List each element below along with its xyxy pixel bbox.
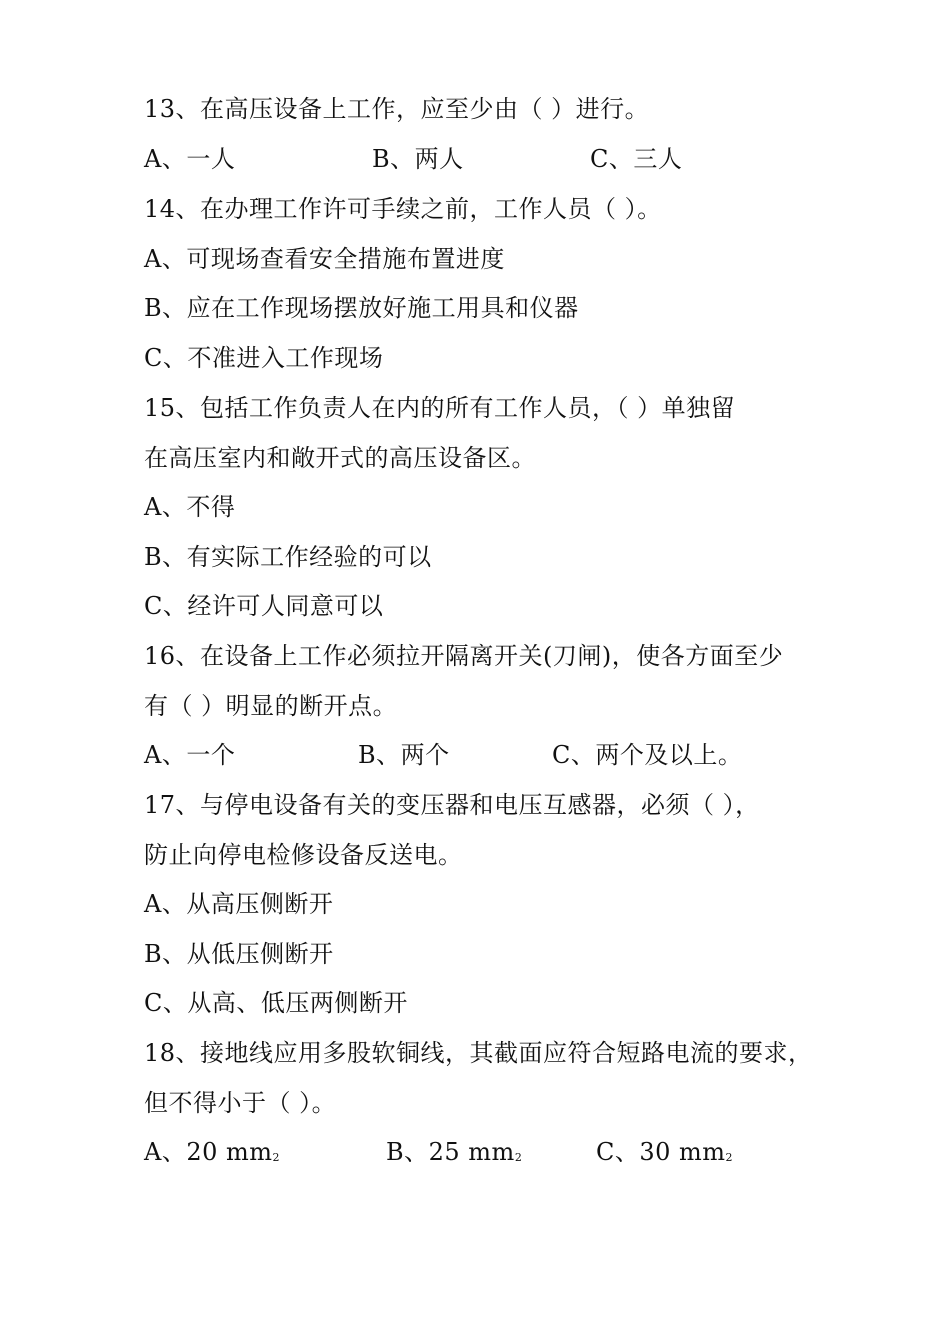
question-18-option-c xyxy=(596,1137,733,1172)
question-17-stem-line2: 防止向停电检修设备反送电。 xyxy=(144,841,463,869)
question-16-option-a: A、一个 xyxy=(144,741,236,769)
question-13-option-b: B、两人 xyxy=(372,145,464,173)
question-14-stem: 14、在办理工作许可手续之前，工作人员（ ）。 xyxy=(144,195,662,223)
question-18-option-a-text: A、20 mm xyxy=(144,1138,273,1166)
question-16-stem-line1: 16、在设备上工作必须拉开隔离开关(刀闸)，使各方面至少 xyxy=(144,642,784,670)
question-16-option-c: C、两个及以上。 xyxy=(552,741,743,769)
question-13-stem: 13、在高压设备上工作，应至少由（ ）进行。 xyxy=(144,95,650,123)
unit-superscript: 2 xyxy=(725,1151,734,1164)
question-16-stem-line2: 有（ ）明显的断开点。 xyxy=(144,692,398,720)
question-14-option-a: A、可现场查看安全措施布置进度 xyxy=(144,245,505,273)
question-14-option-b: B、应在工作现场摆放好施工用具和仪器 xyxy=(144,294,579,322)
question-16-option-b: B、两个 xyxy=(358,741,450,769)
question-15-stem-line1: 15、包括工作负责人在内的所有工作人员，（ ）单独留 xyxy=(144,394,736,422)
question-15-option-c: C、经许可人同意可以 xyxy=(144,592,384,620)
question-13-option-a: A、一人 xyxy=(144,145,236,173)
unit-superscript: 2 xyxy=(272,1151,281,1164)
question-15-option-a: A、不得 xyxy=(144,493,236,521)
unit-superscript: 2 xyxy=(514,1151,523,1164)
question-15-stem-line2: 在高压室内和敞开式的高压设备区。 xyxy=(144,444,536,472)
question-17-option-a: A、从高压侧断开 xyxy=(144,890,334,918)
question-17-stem-line1: 17、与停电设备有关的变压器和电压互感器，必须（ ）， xyxy=(144,791,760,819)
question-18-option-b-text: B、25 mm xyxy=(386,1138,515,1166)
question-13-option-c: C、三人 xyxy=(590,145,683,173)
question-17-option-b: B、从低压侧断开 xyxy=(144,940,334,968)
question-18-stem-line2: 但不得小于（ ）。 xyxy=(144,1089,337,1117)
question-14-option-c: C、不准进入工作现场 xyxy=(144,344,384,372)
question-18-option-c-text: C、30 mm xyxy=(596,1138,726,1166)
question-18-stem-line1: 18、接地线应用多股软铜线，其截面应符合短路电流的要求， xyxy=(144,1039,813,1067)
question-18-option-b xyxy=(386,1137,522,1172)
question-15-option-b: B、有实际工作经验的可以 xyxy=(144,543,432,571)
question-17-option-c: C、从高、低压两侧断开 xyxy=(144,989,408,1017)
question-18-option-a xyxy=(144,1137,280,1172)
